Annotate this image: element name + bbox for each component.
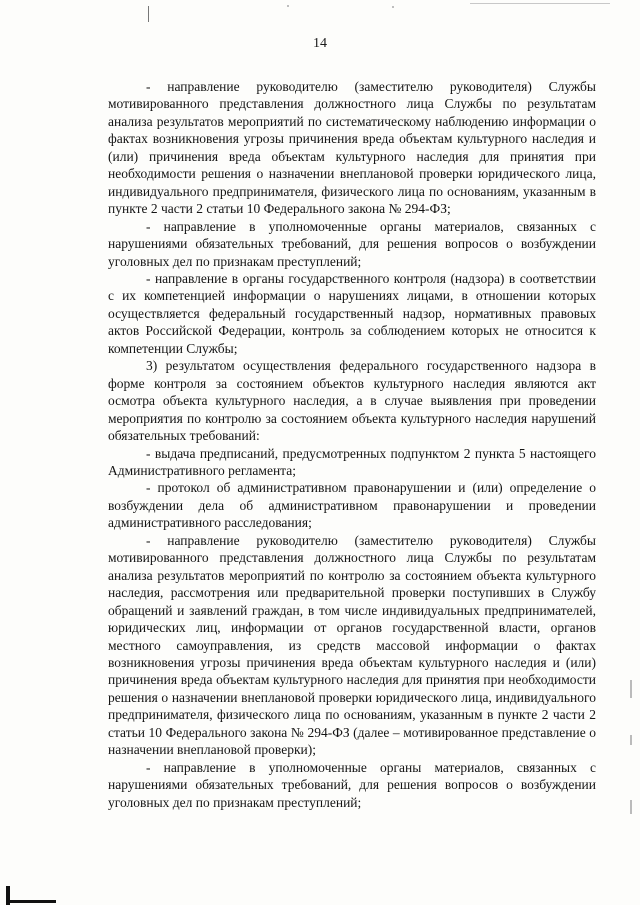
scan-corner-mark [6,900,56,903]
paragraph-issue-prescriptions: - выдача предписаний, предусмотренных подпунктом 2 пункта 5 настоящего Административного регламента; [108,445,596,478]
page-number: 14 [313,36,327,51]
scan-artifact-mark [148,6,149,22]
paragraph-control-result: 3) результатом осуществления федерального государственного надзора в форме контроля за состоянием объектов культурного наследия являются акт осмотра объекта культурного наследия, а в случае выявления при проведении мероприятия по контролю за состоянием объекта культурного наследия нарушений обязательных требований: [108,358,596,444]
paragraph-motivated-representation-monitoring: - направление руководителю (заместителю руководителя) Службы мотивированного представления должностного лица Службы по результатам анализа результатов мероприятий по систематическому наблюдению информации о фактах возникновения угрозы причинения вреда объектам культурного наследия и (или) причинения вреда объектам культурного наследия для принятия при необходимости решения о назначении внеплановой проверки юридического лица, индивидуального предпринимателя, физического лица по основаниям, указанным в пункте 2 части 2 статьи 10 Федерального закона № 294-ФЗ; [108,79,596,217]
document-body [108,78,596,811]
paragraph-motivated-representation-control: - направление руководителю (заместителю руководителя) Службы мотивированного представления должностного лица Службы по результатам анализа результатов мероприятий по контролю за состоянием объекта культурного наследия, рассмотрения или предварительной проверки поступивших в Службу обращений и заявлений граждан, в том числе индивидуальных предпринимателей, юридических лиц, информации от органов государственной власти, органов местного самоуправления, из средств массовой информации о фактах возникновения угрозы причинения вреда объектам культурного наследия и (или) причинения вреда объектам культурного наследия для принятия при необходимости решения о назначении внеплановой проверки юридического лица, индивидуального предпринимателя, физического лица по основаниям, указанным в пункте 2 части 2 статьи 10 Федерального закона № 294-ФЗ (далее – мотивированное представление о назначении внеплановой проверки); [108,532,596,758]
scan-artifact-dot [287,5,289,7]
scan-artifact-edge [630,735,632,745]
scan-artifact-edge [630,680,632,698]
paragraph-administrative-protocol: - протокол об административном правонарушении и (или) определение о возбуждении дела об административном правонарушении и проведении административного расследования; [108,480,596,531]
paragraph-materials-criminal-cases-repeat: - направление в уполномоченные органы материалов, связанных с нарушениями обязательных требований, для решения вопросов о возбуждении уголовных дел по признакам преступлений; [108,759,596,810]
scan-artifact-dot [392,6,394,8]
scan-artifact-edge [630,800,632,814]
scan-artifact-line [470,3,610,4]
paragraph-state-control-bodies: - направление в органы государственного контроля (надзора) в соответствии с их компетенцией информации о нарушениях лицами, в отношении которых осуществляется федеральный государственный надзор, нормативных правовых актов Российской Федерации, контроль за соблюдением которых не относится к компетенции Службы; [108,270,596,356]
paragraph-materials-criminal-cases: - направление в уполномоченные органы материалов, связанных с нарушениями обязательных требований, для решения вопросов о возбуждении уголовных дел по признакам преступлений; [108,218,596,269]
